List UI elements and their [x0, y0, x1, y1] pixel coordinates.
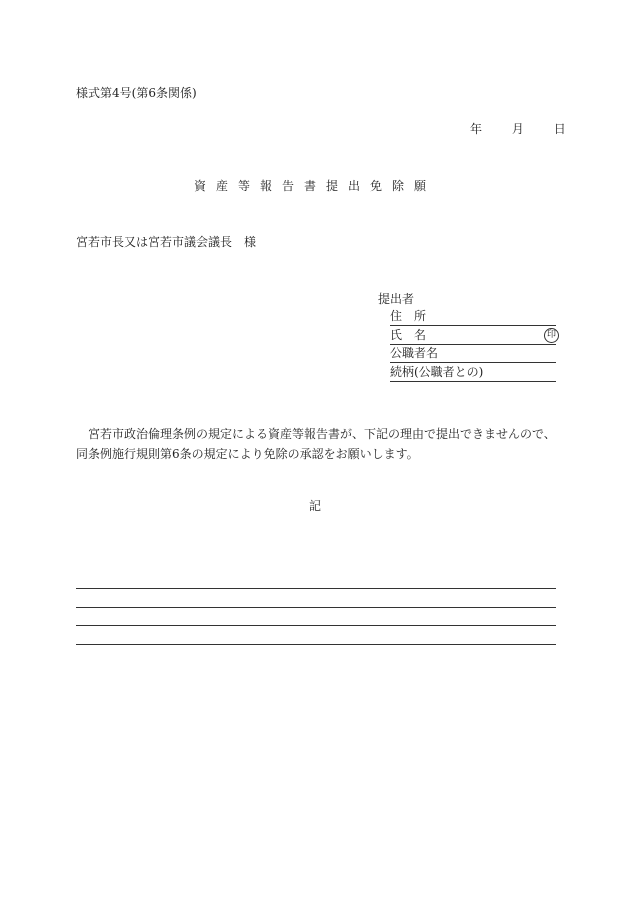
name-field[interactable]	[390, 326, 556, 345]
name-label: 氏 名	[390, 328, 427, 342]
official-name-field[interactable]	[390, 344, 556, 363]
reason-line[interactable]	[76, 607, 556, 608]
document-title: 資産等報告書提出免除願	[193, 179, 436, 193]
body-line-2: 同条例施行規則第6条の規定により免除の承認をお願いします。	[76, 447, 419, 461]
relation-field[interactable]	[390, 363, 556, 382]
date-year: 年	[470, 122, 483, 136]
ki-label: 記	[308, 499, 321, 513]
body-line-1: 宮若市政治倫理条例の規定による資産等報告書が、下記の理由で提出できませんので、	[88, 427, 556, 441]
address-label: 住 所	[390, 309, 427, 323]
reason-line[interactable]	[76, 644, 556, 645]
date-line	[470, 123, 566, 135]
seal-mark: 印	[544, 328, 559, 343]
submitter-heading: 提出者	[378, 292, 415, 306]
date-month: 月	[511, 122, 524, 136]
official-name-label: 公職者名	[390, 346, 439, 360]
addressee: 宮若市長又は宮若市議会議長 様	[76, 235, 257, 249]
form-number: 様式第4号(第6条関係)	[76, 86, 197, 100]
reason-line[interactable]	[76, 625, 556, 626]
address-field[interactable]	[390, 307, 556, 326]
reason-line[interactable]	[76, 588, 556, 589]
body-text	[76, 424, 566, 464]
date-day: 日	[553, 122, 566, 136]
relation-label: 続柄(公職者との)	[390, 365, 484, 379]
